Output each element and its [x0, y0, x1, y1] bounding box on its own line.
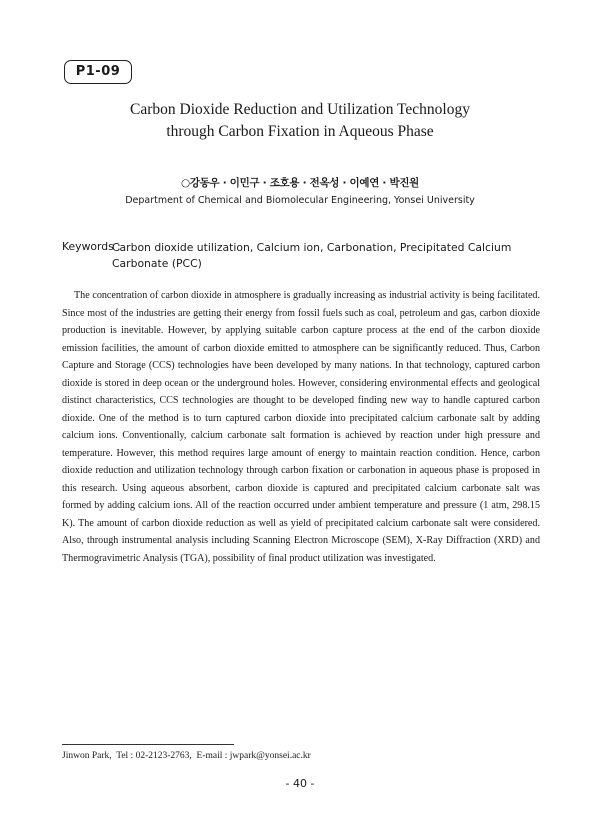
paper-title-line-2: through Carbon Fixation in Aqueous Phase	[166, 123, 434, 140]
abstract-body: The concentration of carbon dioxide in atmosphere is gradually increasing as industrial activity is being facilitated. Since most of the industries are getting their energy from fossil fuels such as coal, petroleum and gas, carbon dioxide production is inevitable. However, by applying suitable carbon capture process at the end of the carbon dioxide emission facilities, the amount of carbon dioxide emitted to atmosphere can be significantly reduced. Thus, Carbon Capture and Storage (CCS) technologies have been developed by many nations. In that technology, captured carbon dioxide is stored in deep ocean or the underground holes. However, considering environmental effects and geological distinct characteristics, CCS technologies are thought to be developed finding new way to handle captured carbon dioxide. One of the method is to turn captured carbon dioxide into precipitated calcium carbonate salt by adding calcium ions. Conventionally, calcium carbonate salt formation is achieved by reaction under high pressure and temperature. However, this method requires large amount of energy to maintain reaction condition. Hence, carbon dioxide reduction and utilization technology through carbon fixation or carbonation in aqueous phase is proposed in this research. Using aqueous absorbent, carbon dioxide is captured and precipitated calcium carbonate salt was formed by adding calcium ions. All of the reaction occurred under ambient temperature and pressure (1 atm, 298.15 K). The amount of carbon dioxide reduction as well as yield of precipitated calcium carbonate salt were considered. Also, through instrumental analysis including Scanning Electron Microscope (SEM), X-Ray Diffraction (XRD) and Thermogravimetric Analysis (TGA), possibility of final product utilization was investigated.	[62, 290, 540, 564]
keywords-label: Keywords :	[62, 240, 125, 253]
page-number: - 40 -	[285, 777, 315, 790]
author-list: ○강동우 · 이민구 · 조호용 · 전옥성 · 이예연 · 박진원	[180, 177, 420, 189]
poster-id-badge: P1-09	[64, 60, 132, 84]
keywords-text: Carbon dioxide utilization, Calcium ion, Carbonation, Precipitated Calcium Carbonate (PCC)	[112, 241, 512, 270]
corresponding-author-footnote: Jinwon Park, Tel : 02-2123-2763, E-mail : jwpark@yonsei.ac.kr	[62, 751, 311, 761]
paper-title-line-1: Carbon Dioxide Reduction and Utilization Technology	[130, 101, 470, 118]
affiliation: Department of Chemical and Biomolecular Engineering, Yonsei University	[125, 195, 475, 206]
footnote-divider	[62, 744, 234, 745]
